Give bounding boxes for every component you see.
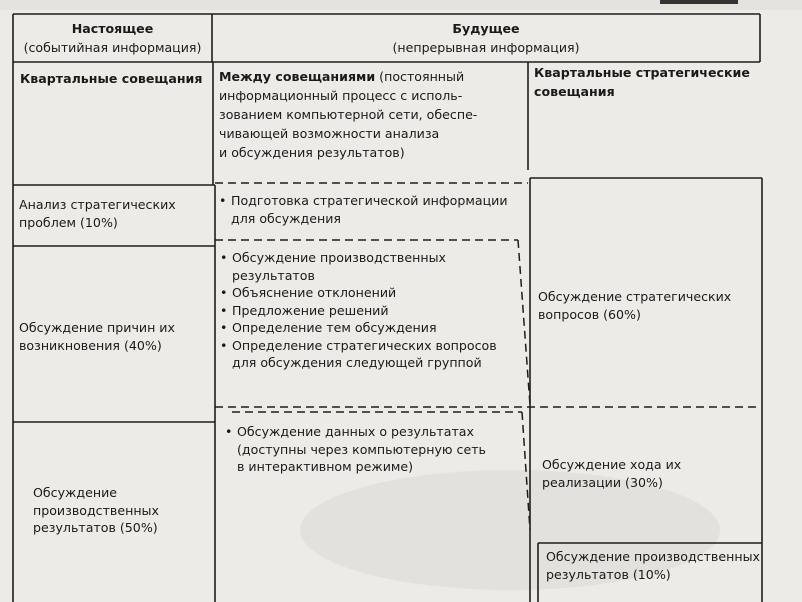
cell-line: реализации (30%)	[542, 474, 663, 490]
between-meetings-line: и обсуждения результатов)	[219, 145, 405, 160]
cell-line: Обсуждение	[33, 485, 118, 500]
between-group-3	[224, 423, 486, 476]
bullet-item	[219, 337, 497, 372]
bullet-item	[219, 284, 497, 302]
bullet-line: в интерактивном режиме)	[237, 459, 414, 474]
bullet-line: (доступны через компьютерную сеть	[237, 441, 486, 457]
cell-line: Обсуждение хода их	[542, 457, 682, 472]
bullet-line: для обсуждения следующей группой	[232, 355, 482, 370]
present-cell-3	[33, 484, 159, 537]
future-subtitle: (непрерывная информация)	[392, 40, 580, 55]
present-title: Настоящее	[71, 21, 154, 36]
bullet-line: • Подготовка стратегической информации	[231, 193, 508, 208]
cell-line: результатов (10%)	[546, 566, 671, 582]
between-meetings-line: чивающей возможности анализа	[219, 126, 440, 141]
cell-line: проблем (10%)	[19, 214, 118, 230]
between-meetings-line: зованием компьютерной сети, обеспе-	[219, 107, 478, 122]
between-meetings-heading	[219, 68, 464, 86]
cell-line: Обсуждение стратегических	[538, 289, 732, 304]
strategic-meetings-heading: Квартальные стратегические	[534, 65, 750, 80]
strategic-cell-3	[546, 548, 760, 583]
cell-line: Обсуждение причин их	[19, 320, 175, 335]
cell-line: возникновения (40%)	[19, 337, 162, 353]
strategic-meetings-heading: совещания	[534, 84, 615, 99]
present-cell-1	[19, 196, 176, 231]
bullet-line: для обсуждения	[231, 210, 341, 226]
bullet-item	[219, 319, 497, 337]
present-subtitle: (событийная информация)	[23, 40, 202, 55]
bullet-line: • Объяснение отклонений	[232, 285, 397, 300]
bullet-line: • Определение стратегических вопросов	[232, 337, 497, 353]
bullet-item	[218, 192, 508, 227]
quarterly-meetings-heading: Квартальные совещания	[20, 71, 203, 86]
present-cell-2	[19, 319, 175, 354]
cell-line: производственных	[33, 502, 159, 518]
between-group-1	[218, 192, 508, 227]
cell-line: Анализ стратегических	[19, 197, 176, 212]
strategic-cell-1	[538, 288, 731, 323]
between-group-2	[219, 249, 497, 372]
cell-line: результатов (50%)	[33, 520, 158, 535]
bullet-line: • Обсуждение производственных	[232, 250, 446, 265]
bullet-line: • Определение тем обсуждения	[232, 320, 437, 335]
cell-line: вопросов (60%)	[538, 306, 641, 322]
future-title: Будущее	[452, 21, 520, 36]
bullet-item	[219, 249, 497, 284]
bullet-line: результатов	[232, 267, 315, 283]
between-meetings-bold: Между совещаниями	[219, 69, 376, 84]
strategic-cell-2	[542, 456, 681, 491]
bullet-line: • Обсуждение данных о результатах	[237, 424, 474, 439]
between-meetings-line: информационный процесс с исполь-	[219, 88, 463, 103]
cell-line: Обсуждение производственных	[546, 549, 760, 564]
bullet-item	[219, 302, 497, 320]
between-meetings-line: (постоянный	[379, 69, 465, 84]
bullet-item	[224, 423, 486, 476]
bullet-line: • Предложение решений	[232, 302, 389, 318]
